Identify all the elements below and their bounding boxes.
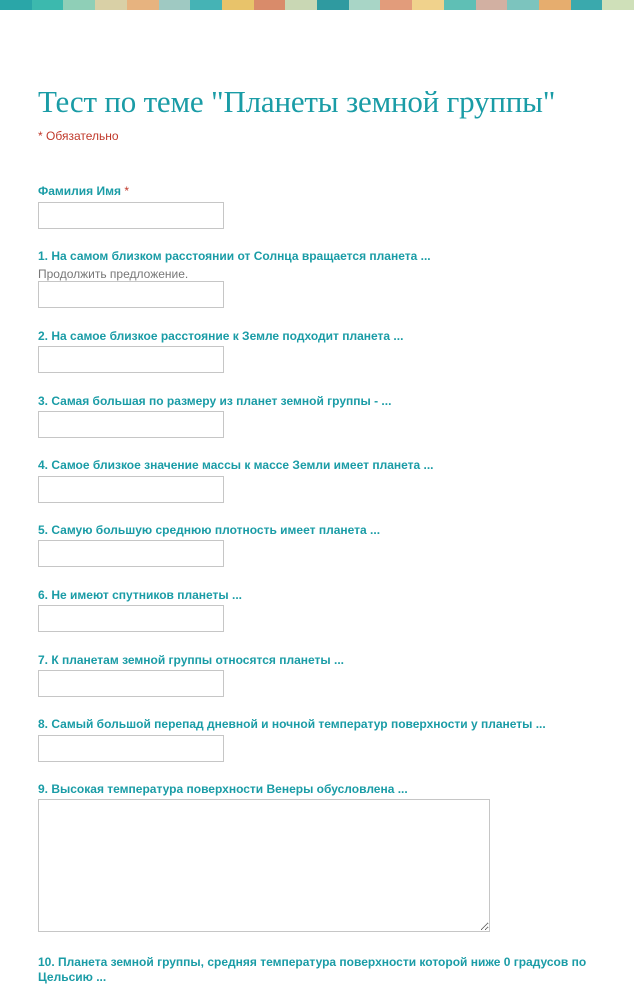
required-star: *: [124, 184, 130, 198]
question-3-label: 3. Самая большая по размеру из планет земной группы - ...: [38, 394, 392, 408]
question-3-input[interactable]: [38, 411, 224, 438]
question-8-label: 8. Самый большой перепад дневной и ночной температур поверхности у планеты ...: [38, 717, 546, 731]
question-4-input[interactable]: [38, 476, 224, 503]
question-9-textarea[interactable]: [38, 799, 490, 932]
question-6-label: 6. Не имеют спутников планеты ...: [38, 588, 243, 602]
question-6-input[interactable]: [38, 605, 224, 632]
question-7-label: 7. К планетам земной группы относятся планеты ...: [38, 653, 344, 667]
question-5-input[interactable]: [38, 540, 224, 567]
question-8-input[interactable]: [38, 735, 224, 762]
question-7-input[interactable]: [38, 670, 224, 697]
name-input[interactable]: [38, 202, 224, 229]
question-2-label: 2. На самое близкое расстояние к Земле подходит планета ...: [38, 329, 404, 343]
header-decoration-strip: [0, 0, 634, 10]
required-note: * Обязательно: [38, 129, 119, 143]
question-1-label: 1. На самом близком расстоянии от Солнца вращается планета ...: [38, 249, 431, 263]
question-1-input[interactable]: [38, 281, 224, 308]
question-1-help: Продолжить предложение.: [38, 267, 189, 281]
question-5-label: 5. Самую большую среднюю плотность имеет планета ...: [38, 523, 381, 537]
question-2-input[interactable]: [38, 346, 224, 373]
question-label-text: Фамилия Имя: [38, 184, 122, 198]
question-name-label: [38, 184, 129, 198]
question-10-label: 10. Планета земной группы, средняя температура поверхности которой ниже 0 градусов по Цельсию ...: [38, 955, 587, 984]
question-9-label: 9. Высокая температура поверхности Венеры обусловлена ...: [38, 782, 408, 796]
question-4-label: 4. Самое близкое значение массы к массе Земли имеет планета ...: [38, 458, 434, 472]
form-title: Тест по теме "Планеты земной группы": [38, 84, 556, 119]
